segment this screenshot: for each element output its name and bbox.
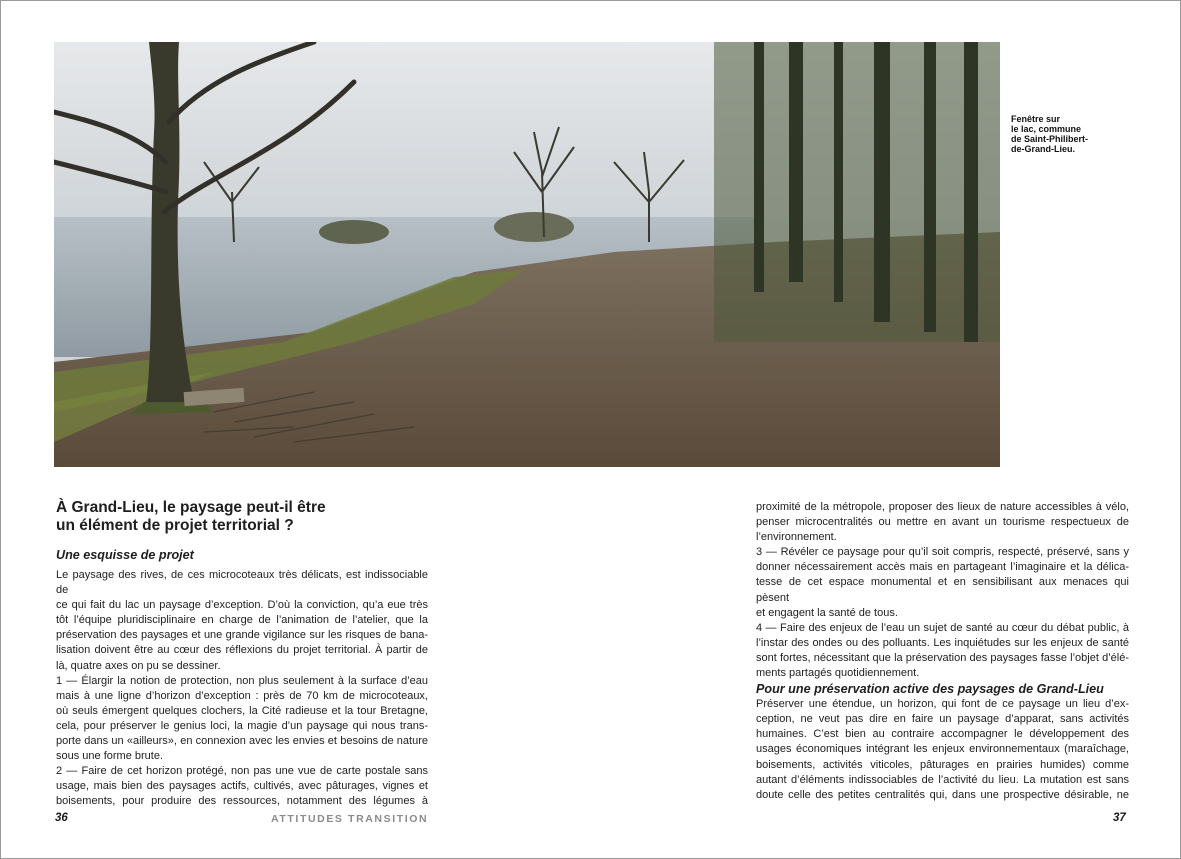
heading-line: À Grand-Lieu, le paysage peut-il être <box>56 499 326 516</box>
text-line: l’instar des ondes ou des polluants. Les inquiétudes sur les enjeux de santé <box>756 636 1129 649</box>
text-line: Préserver une étendue, un horizon, qui font de ce paysage un lieu d’ex- <box>756 698 1129 711</box>
text-line: ception, ne veut pas dire en faire un paysage d’apparat, sans activités <box>756 713 1129 726</box>
text-line: tôt l’équipe pluridisciplinaire en charge de l’animation de l’atelier, que la <box>56 614 428 627</box>
text-line: cela, pour préserver le genius loci, la magie d’un paysage qui nous trans- <box>56 719 428 732</box>
section-heading <box>56 499 436 535</box>
text-line: donner nécessairement accès mais en partageant l’imaginaire et la délica- <box>756 561 1129 574</box>
text-line: boisements, activités viticoles, pâturages en prairies humides) comme <box>756 758 1129 771</box>
text-line: sous une forme brute. <box>56 750 164 763</box>
left-text-column <box>56 568 428 810</box>
text-line: 1 — Élargir la notion de protection, non plus seulement à la surface d’eau <box>56 674 428 687</box>
text-line: lisation doivent être au cœur des réflexions du projet territorial. À partir de <box>56 644 428 657</box>
text-line: où seuls émergent quelques clochers, la Cité radieuse et la tour Bretagne, <box>56 704 428 717</box>
caption-line: Fenêtre sur <box>1011 114 1061 124</box>
caption-line: de Saint-Philibert- <box>1011 134 1089 144</box>
text-line: boisements, pour produire des ressources, notamment des légumes à <box>56 795 428 808</box>
text-line: préservation des paysages et une grande vigilance sur les risques de bana- <box>56 629 428 642</box>
text-line: 2 — Faire de cet horizon protégé, non pas une vue de carte postale sans <box>56 765 428 778</box>
photo-illustration <box>54 42 1000 467</box>
running-title: ATTITUDES TRANSITION <box>271 813 429 825</box>
text-line: proximité de la métropole, proposer des lieux de nature accessibles à vélo, <box>756 501 1129 513</box>
caption-line: le lac, commune <box>1011 124 1082 134</box>
text-line: mais à une ligne d’horizon d’exception : près de 70 km de microcoteaux, <box>56 689 428 702</box>
subheading-active-preservation: Pour une préservation active des paysages de Grand-Lieu <box>756 682 1104 697</box>
subheading-project-sketch: Une esquisse de projet <box>56 548 194 562</box>
text-line: ce qui fait du lac un paysage d’exception. D’où la conviction, qu’a eue très <box>56 599 428 612</box>
text-line: là, quatre axes on pu se dessiner. <box>56 659 221 672</box>
text-line: porte dans un «ailleurs», en connexion avec les envies et besoins de nature <box>56 735 428 748</box>
left-page-number: 36 <box>55 812 68 824</box>
photo-caption <box>1011 114 1101 154</box>
text-line: sont fortes, nécessitant que la préservation des paysages fasse l’objet d’élé- <box>756 651 1129 664</box>
text-line: usage, mais bien des paysages actifs, cultivés, avec pâturages, vignes et <box>56 780 428 793</box>
text-line: 4 — Faire des enjeux de l’eau un sujet de santé au cœur du débat public, à <box>756 621 1129 634</box>
heading-line: un élément de projet territorial ? <box>56 517 294 534</box>
text-line: ments partagés quotidiennement. <box>756 667 920 680</box>
text-line: autant d’éléments indissociables de l’activité du lieu. La mutation est sans <box>756 773 1129 786</box>
lake-landscape-photo <box>54 42 1000 467</box>
text-line: doute celle des petites centralités qui, dans une prospective désirable, ne <box>756 788 1129 801</box>
text-line: 3 — Révéler ce paysage pour qu’il soit compris, respecté, préservé, sans y <box>756 546 1129 559</box>
text-line: l’environnement. <box>756 531 837 544</box>
text-line: Le paysage des rives, de ces microcoteaux très délicats, est indissociable de <box>56 569 428 597</box>
text-line: tesse de cet espace monumental et en sensibilisant aux menaces qui pèsent <box>756 576 1129 604</box>
text-line: et engagent la santé de tous. <box>756 606 898 619</box>
right-text-column <box>756 500 1129 803</box>
text-line: usages économiques intégrant les enjeux environnementaux (maraîchage, <box>756 743 1129 756</box>
text-line: penser microcentralités ou mettre en avant un tourisme respectueux de <box>756 516 1129 529</box>
caption-line: de-Grand-Lieu. <box>1011 144 1076 154</box>
right-page-number: 37 <box>1113 812 1126 824</box>
text-line: humaines. C’est bien au contraire accompagner le développement des <box>756 728 1129 741</box>
